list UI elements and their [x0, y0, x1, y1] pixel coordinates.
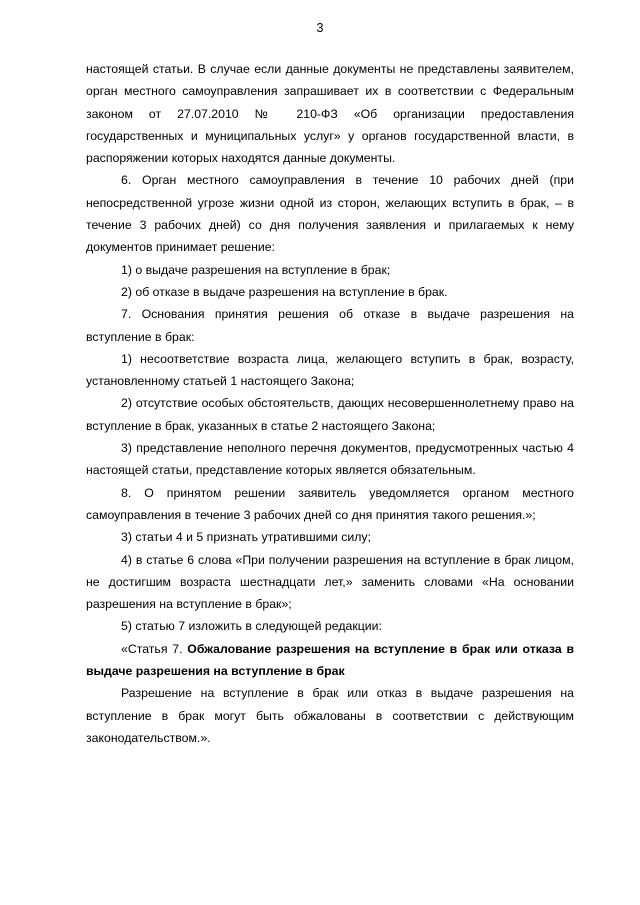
page-number: 3	[316, 21, 324, 35]
paragraph-amendment-4: 4) в статье 6 слова «При получении разрешения на вступление в брак лицом, не достигшим возраста шестнадцати лет,» заменить словами «На основании разрешения на вступление в брак»;	[86, 552, 574, 612]
paragraph-decision-1: 1) о выдаче разрешения на вступление в брак;	[121, 262, 391, 277]
paragraph-decision-2: 2) об отказе в выдаче разрешения на вступление в брак.	[121, 284, 448, 299]
paragraph-ground-3: 3) представление неполного перечня документов, предусмотренных частью 4 настоящей статьи, представление которых является обязательным.	[86, 441, 574, 478]
paragraph-continuation: настоящей статьи. В случае если данные документы не представлены заявителем, орган местного самоуправления запрашивает их в соответствии с Федеральным законом от 27.07.2010 № 210-ФЗ «Об организации предоставления государственных и муниципальных услуг» у органов государственной власти, в распоряжении которых находятся данные документы.	[86, 62, 574, 166]
paragraph-amendment-5: 5) статью 7 изложить в следующей редакции:	[121, 619, 382, 634]
paragraph-ground-1: 1) несоответствие возраста лица, желающего вступить в брак, возрасту, установленному статьей 1 настоящего Закона;	[86, 351, 574, 389]
article-title: Обжалование разрешения на вступление в брак или отказа в выдаче разрешения на вступление в брак	[86, 641, 575, 679]
paragraph-item-6: 6. Орган местного самоуправления в течение 10 рабочих дней (при непосредственной угрозе жизни одной из сторон, желающих вступить в брак, – в течение 3 рабочих дней) со дня получения заявления и прилагаемых к нему документов принимает решение:	[86, 173, 574, 255]
paragraph-ground-2: 2) отсутствие особых обстоятельств, дающих несовершеннолетнему право на вступление в брак, указанных в статье 2 настоящего Закона;	[86, 396, 574, 433]
article-prefix: «Статья 7.	[121, 641, 183, 656]
paragraph-item-8: 8. О принятом решении заявитель уведомляется органом местного самоуправления в течение 3 рабочих дней со дня принятия такого решения.»;	[86, 485, 574, 522]
article-heading	[86, 638, 574, 683]
document-body	[86, 58, 574, 749]
paragraph-article-text: Разрешение на вступление в брак или отказ в выдаче разрешения на вступление в брак могут быть обжалованы в соответствии с действующим законодательством.».	[86, 686, 574, 745]
paragraph-item-7: 7. Основания принятия решения об отказе в выдаче разрешения на вступление в брак:	[86, 307, 574, 344]
paragraph-amendment-3: 3) статьи 4 и 5 признать утратившими силу;	[121, 530, 371, 545]
